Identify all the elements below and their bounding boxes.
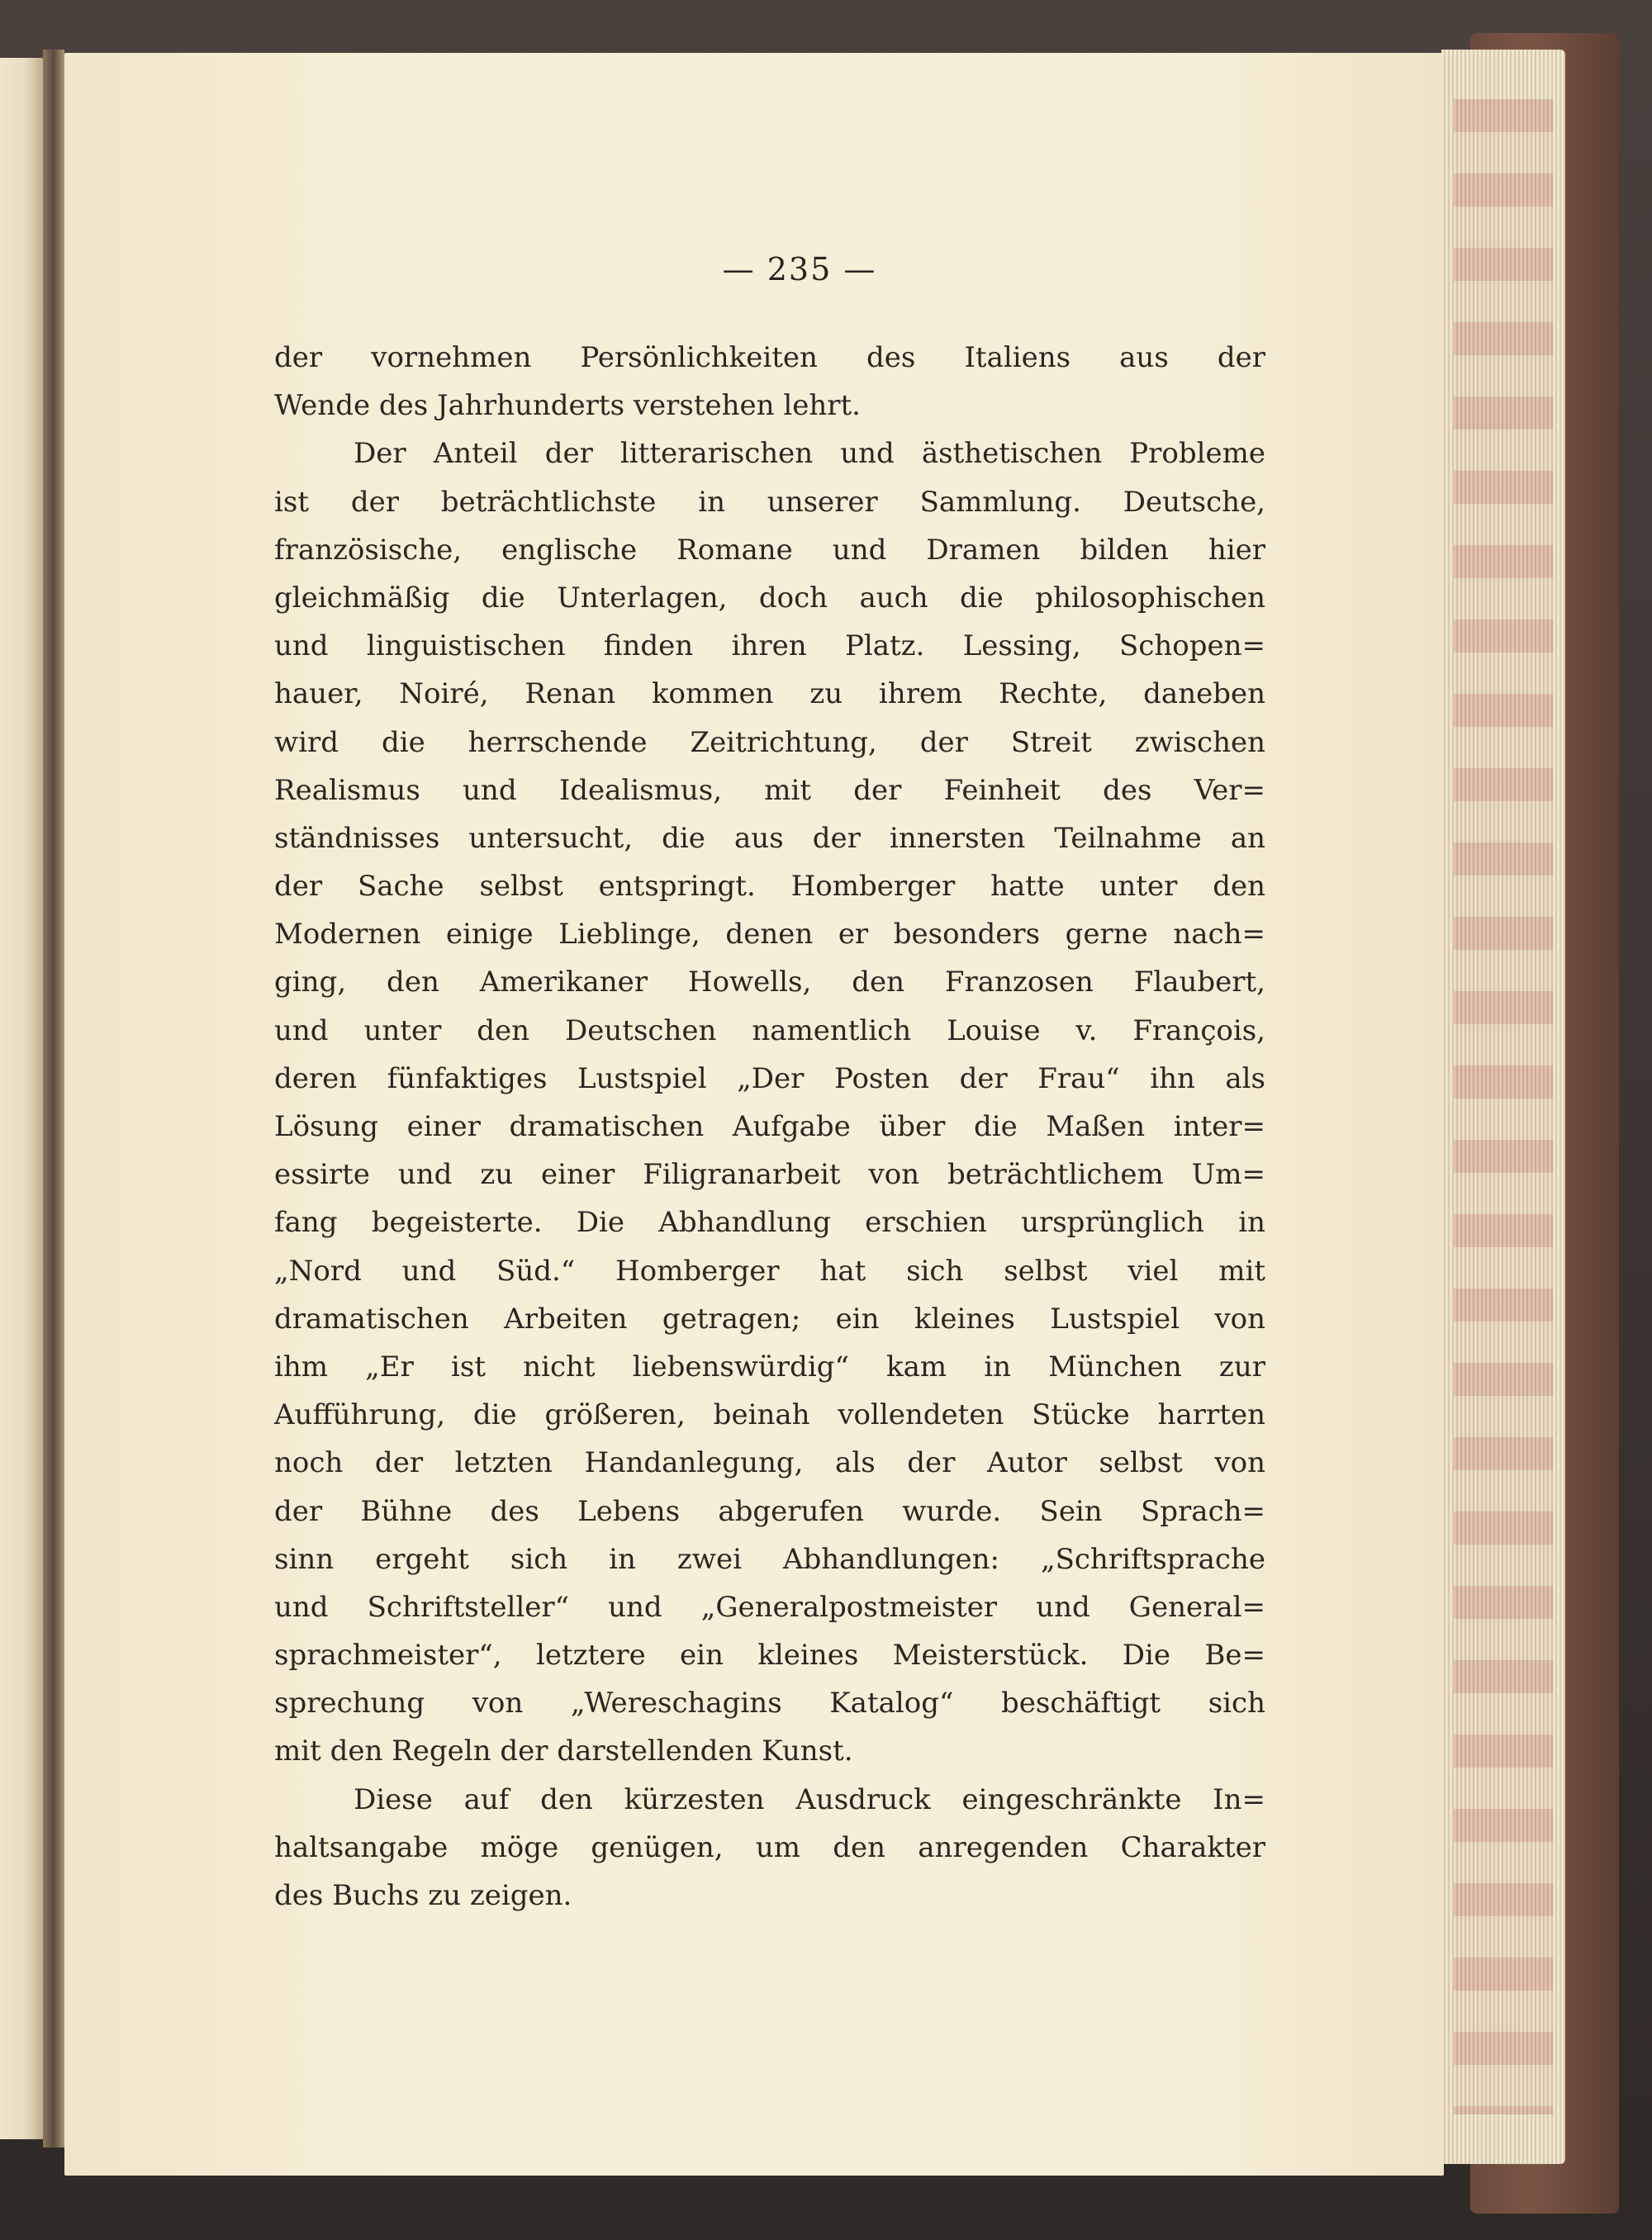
text-line: essirte und zu einer Filigranarbeit von beträchtlichem Um= [274, 1158, 1265, 1192]
text-line: der vornehmen Persönlichkeiten des Italiens aus der [274, 341, 1265, 374]
text-line: und Schriftsteller“ und „Generalpostmeister und General= [274, 1590, 1265, 1624]
text-line: ständnisses untersucht, die aus der innersten Teilnahme an [274, 821, 1265, 855]
text-line: des Buchs zu zeigen. [274, 1879, 572, 1912]
text-line: Modernen einige Lieblinge, denen er besonders gerne nach= [274, 918, 1265, 952]
text-line: Realismus und Idealismus, mit der Feinheit des Ver= [274, 773, 1265, 807]
text-line: „Nord und Süd.“ Homberger hat sich selbst viel mit [274, 1254, 1265, 1288]
book-page [64, 53, 1444, 2176]
text-line: französische, englische Romane und Dramen bilden hier [274, 533, 1265, 567]
text-line: und unter den Deutschen namentlich Louise v. François, [274, 1013, 1265, 1047]
text-line: wird die herrschende Zeitrichtung, der Streit zwischen [274, 725, 1265, 759]
text-line: der Sache selbst entspringt. Homberger hatte unter den [274, 870, 1265, 904]
text-line: Diese auf den kürzesten Ausdruck eingeschränkte In= [354, 1782, 1265, 1816]
text-line: dramatischen Arbeiten getragen; ein kleines Lustspiel von [274, 1302, 1265, 1336]
text-line: haltsangabe möge genügen, um den anregenden Charakter [274, 1830, 1265, 1864]
text-line: ging, den Amerikaner Howells, den Franzosen Flaubert, [274, 966, 1265, 999]
text-line: ist der beträchtlichste in unserer Sammlung. Deutsche, [274, 485, 1265, 519]
text-line: Wende des Jahrhunderts verstehen lehrt. [274, 389, 861, 423]
text-line: Aufführung, die größeren, beinah vollendeten Stücke harrten [274, 1398, 1265, 1432]
text-line: sinn ergeht sich in zwei Abhandlungen: „Schriftsprache [274, 1542, 1265, 1576]
text-line: fang begeisterte. Die Abhandlung erschien ursprünglich in [274, 1206, 1265, 1240]
text-line: ihm „Er ist nicht liebenswürdig“ kam in München zur [274, 1350, 1265, 1383]
book-gutter [43, 50, 64, 2147]
text-line: Lösung einer dramatischen Aufgabe über die Maßen inter= [274, 1110, 1265, 1143]
text-line: noch der letzten Handanlegung, als der Autor selbst von [274, 1446, 1265, 1480]
body-text [274, 334, 1265, 1920]
text-line: Der Anteil der litterarischen und ästhetischen Probleme [354, 437, 1265, 471]
text-line: sprechung von „Wereschagins Katalog“ beschäftigt sich [274, 1687, 1265, 1720]
left-page-sliver [0, 58, 43, 2139]
text-line: deren fünfaktiges Lustspiel „Der Posten der Frau“ ihn als [274, 1061, 1265, 1095]
text-line: sprachmeister“, letztere ein kleines Meisterstück. Die Be= [274, 1639, 1265, 1673]
text-line: der Bühne des Lebens abgerufen wurde. Sein Sprach= [274, 1494, 1265, 1528]
text-line: und linguistischen finden ihren Platz. Lessing, Schopen= [274, 629, 1265, 663]
fore-edge-stain [1454, 99, 1553, 2114]
text-line: hauer, Noiré, Renan kommen zu ihrem Rechte, daneben [274, 677, 1265, 711]
page-number: — 235 — [722, 251, 877, 287]
text-line: mit den Regeln der darstellenden Kunst. [274, 1735, 853, 1768]
text-line: gleichmäßig die Unterlagen, doch auch die philosophischen [274, 581, 1265, 615]
